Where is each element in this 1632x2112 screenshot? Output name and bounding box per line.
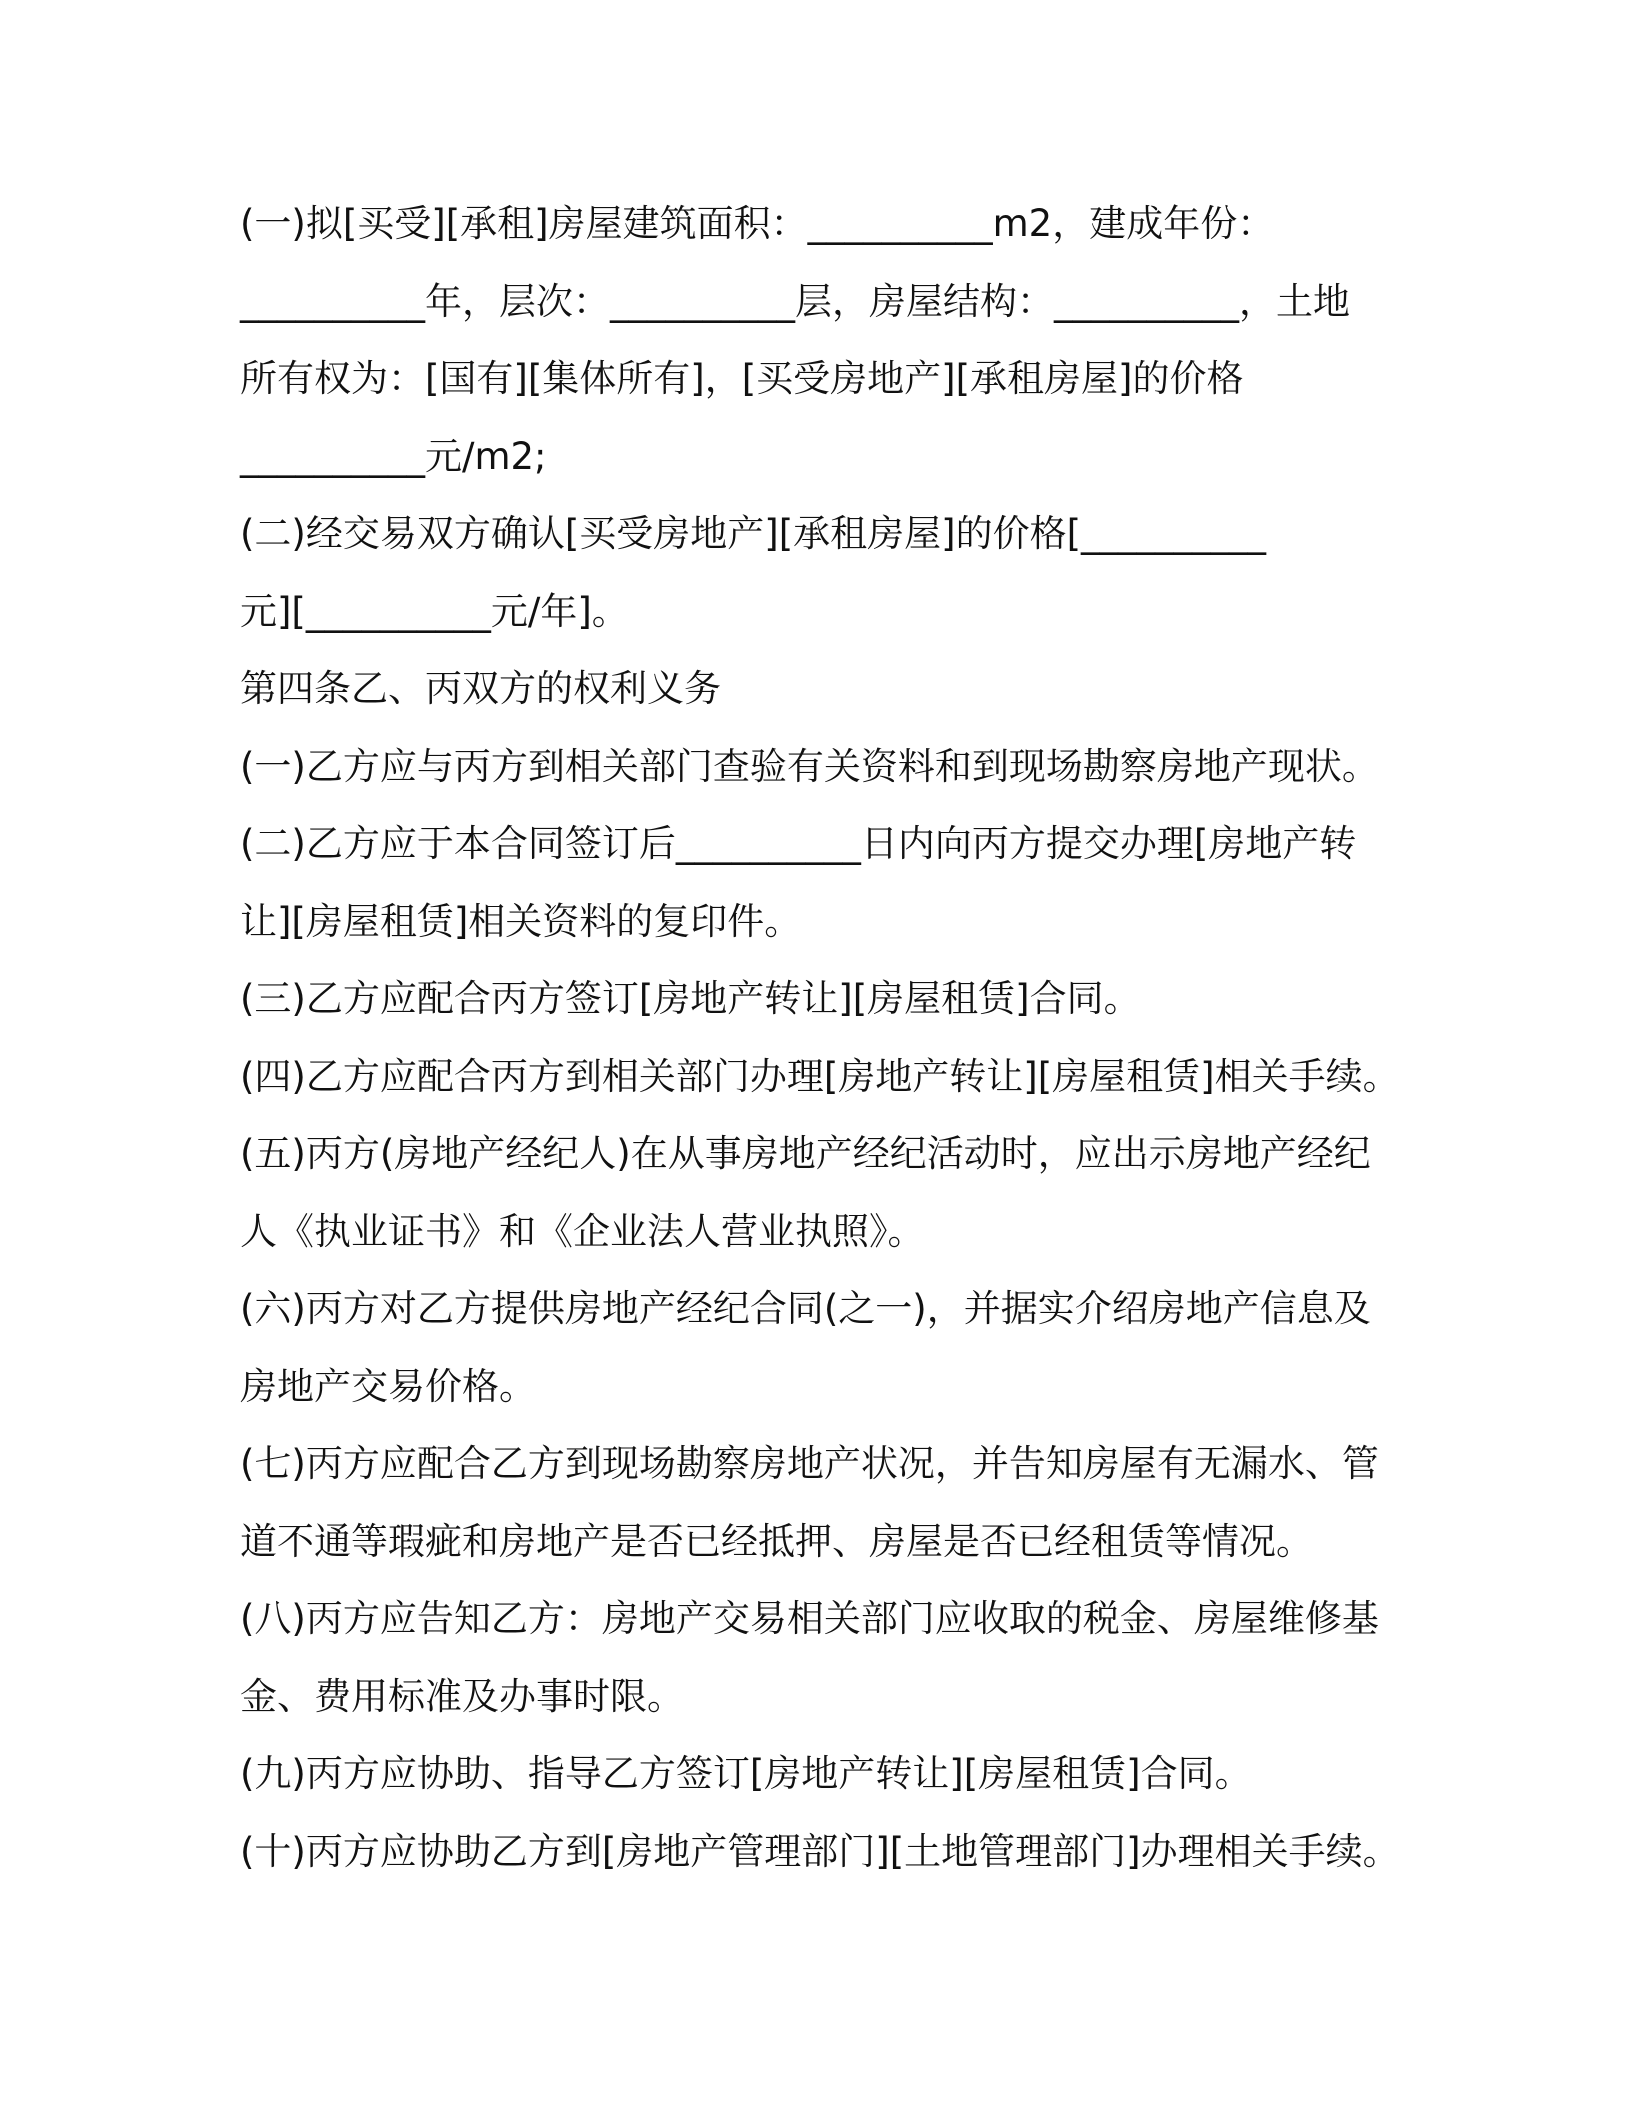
text-line: __________年，层次：__________层，房屋结构：__________，土地 [240, 279, 1350, 323]
text-line: (九)丙方应协助、指导乙方签订[房地产转让][房屋租赁]合同。 [240, 1752, 1252, 1795]
text-line: 所有权为：[国有][集体所有]，[买受房地产][承租房屋]的价格 [240, 357, 1244, 400]
text-line: (一)乙方应与丙方到相关部门查验有关资料和到现场勘察房地产现状。 [240, 744, 1379, 788]
text-line: (三)乙方应配合丙方签订[房地产转让][房屋租赁]合同。 [240, 977, 1141, 1020]
text-line: (十)丙方应协助乙方到[房地产管理部门][土地管理部门]办理相关手续。 [240, 1829, 1400, 1873]
text-line: 元][__________元/年]。 [240, 589, 629, 633]
text-line: (四)乙方应配合丙方到相关部门办理[房地产转让][房屋租赁]相关手续。 [240, 1054, 1400, 1098]
text-line: 金、费用标准及办事时限。 [240, 1674, 684, 1718]
text-line: (二)经交易双方确认[买受房地产][承租房屋]的价格[__________ [240, 512, 1267, 555]
text-line: 人《执业证书》和《企业法人营业执照》。 [240, 1209, 925, 1253]
document-body [240, 185, 1400, 1890]
text-line: (八)丙方应告知乙方：房地产交易相关部门应收取的税金、房屋维修基 [240, 1597, 1379, 1640]
text-line: (一)拟[买受][承租]房屋建筑面积：__________m2，建成年份： [240, 202, 1275, 245]
text-line: (二)乙方应于本合同签订后__________日内向丙方提交办理[房地产转 [240, 822, 1357, 865]
text-line: 房地产交易价格。 [240, 1364, 536, 1408]
text-line: 道不通等瑕疵和房地产是否已经抵押、房屋是否已经租赁等情况。 [240, 1519, 1313, 1563]
text-line: (七)丙方应配合乙方到现场勘察房地产状况，并告知房屋有无漏水、管 [240, 1442, 1379, 1485]
text-line: 让][房屋租赁]相关资料的复印件。 [240, 899, 802, 943]
text-line: (五)丙方(房地产经纪人)在从事房地产经纪活动时，应出示房地产经纪 [240, 1132, 1371, 1175]
section-heading: 第四条乙、丙双方的权利义务 [240, 667, 721, 710]
text-line: (六)丙方对乙方提供房地产经纪合同(之一)，并据实介绍房地产信息及 [240, 1287, 1371, 1330]
text-line: __________元/m2; [240, 434, 547, 478]
